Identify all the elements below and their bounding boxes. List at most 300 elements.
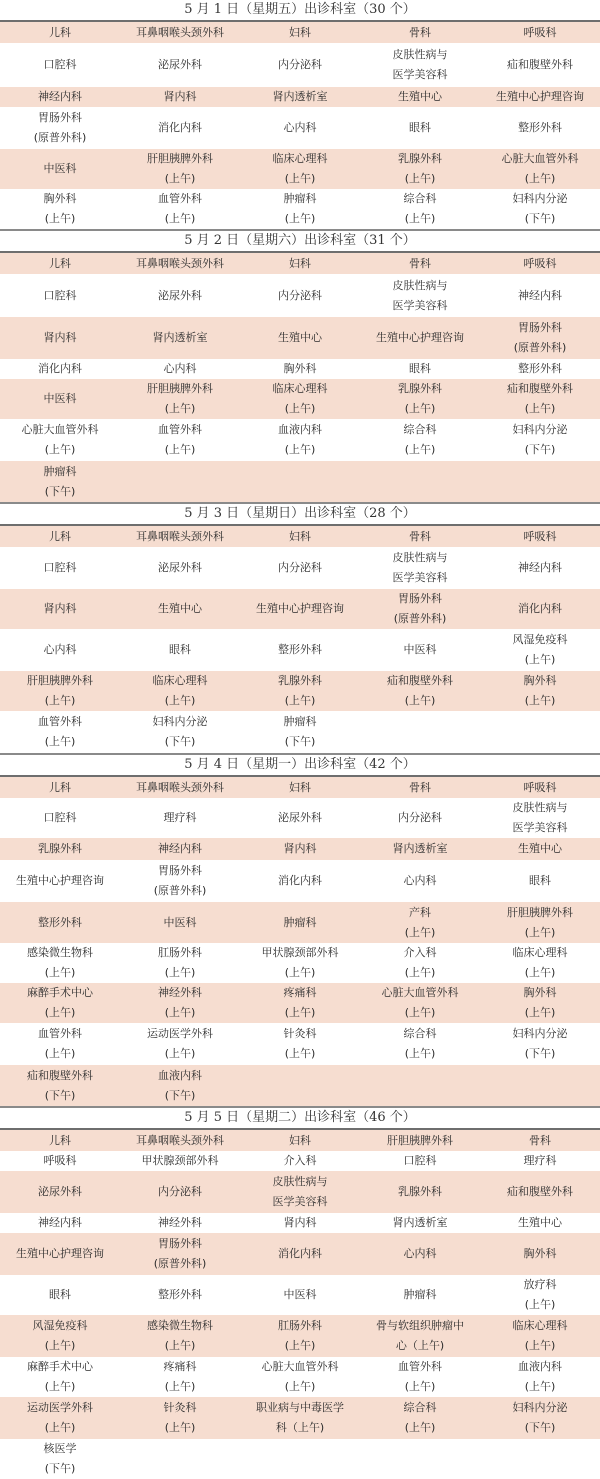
department-name: 泌尿外科 <box>158 288 202 302</box>
department-name: 放疗科 <box>523 1278 557 1291</box>
department-cell <box>240 1315 360 1357</box>
section-title: 5 月 2 日（星期六）出诊科室（31 个） <box>0 229 600 253</box>
department-cell <box>120 860 240 902</box>
department-name: 职业病与中毒医学 <box>256 1401 344 1414</box>
department-name: 中医科 <box>283 1288 317 1301</box>
department-name: 血管外科 <box>158 423 202 436</box>
department-name: 肾内透析室 <box>392 842 448 855</box>
department-name: 儿科 <box>49 780 71 794</box>
department-cell <box>480 1213 600 1233</box>
department-name: 疝和腹壁外科 <box>27 1068 93 1082</box>
department-cell <box>240 1171 360 1213</box>
department-cell <box>480 798 600 838</box>
department-cell <box>360 461 480 502</box>
department-note: (上午) <box>164 1339 196 1352</box>
department-note: (上午) <box>524 925 556 939</box>
department-cell <box>240 711 360 753</box>
department-name: 临床心理科 <box>152 674 208 687</box>
department-note: (上午) <box>284 1380 316 1393</box>
department-name: 肾内科 <box>163 90 197 103</box>
table-row <box>0 22 600 43</box>
department-cell <box>0 43 120 87</box>
department-name: 心内科 <box>163 362 197 375</box>
section-title: 5 月 5 日（星期二）出诊科室（46 个） <box>0 1106 600 1130</box>
department-name: 胸外科 <box>283 362 317 375</box>
department-name: 内分泌科 <box>158 1185 202 1198</box>
department-cell <box>120 87 240 107</box>
department-name: 乳腺外科 <box>38 842 82 855</box>
department-cell <box>0 777 120 798</box>
department-cell <box>120 1357 240 1397</box>
department-cell <box>480 1439 600 1479</box>
department-cell <box>480 1397 600 1439</box>
department-name: 皮肤性病与 <box>392 48 448 61</box>
department-note: (原普外科) <box>393 612 447 625</box>
department-name: 消化内科 <box>278 874 322 887</box>
department-cell <box>360 274 480 317</box>
department-name: 儿科 <box>49 529 71 543</box>
department-name: 血液内科 <box>158 1068 202 1082</box>
section-title: 5 月 1 日（星期五）出诊科室（30 个） <box>0 0 600 22</box>
department-cell <box>360 1439 480 1479</box>
department-note: 心（上午) <box>395 1339 445 1352</box>
department-cell <box>240 317 360 359</box>
department-cell <box>360 107 480 149</box>
department-cell <box>0 1171 120 1213</box>
department-name: 血液内科 <box>518 1360 562 1373</box>
department-cell <box>480 1233 600 1275</box>
department-name: 胸外科 <box>523 986 557 999</box>
department-cell <box>120 189 240 229</box>
department-note: (上午) <box>404 694 436 707</box>
department-cell <box>120 1439 240 1479</box>
department-name: 消化内科 <box>38 362 82 375</box>
department-name: 胃肠外科 <box>518 321 562 334</box>
department-cell <box>120 1233 240 1275</box>
department-cell <box>360 419 480 461</box>
department-name: 呼吸科 <box>523 529 557 543</box>
department-note: (下午) <box>524 1047 556 1060</box>
department-name: 皮肤性病与 <box>272 1175 328 1188</box>
table-row <box>0 43 600 87</box>
department-cell <box>480 1151 600 1171</box>
department-cell <box>120 107 240 149</box>
department-cell <box>360 1023 480 1065</box>
department-name: 生殖中心护理咨询 <box>256 602 344 615</box>
department-name: 耳鼻咽喉头颈外科 <box>136 256 224 270</box>
table-row <box>0 629 600 671</box>
department-cell <box>120 22 240 43</box>
department-cell <box>480 317 600 359</box>
department-cell <box>120 943 240 983</box>
department-cell <box>0 798 120 838</box>
department-name: 妇科 <box>289 25 311 39</box>
department-cell <box>120 526 240 547</box>
department-name: 儿科 <box>49 256 71 270</box>
department-cell <box>360 983 480 1023</box>
department-name: 口腔科 <box>43 288 77 302</box>
department-cell <box>480 461 600 502</box>
department-name: 理疗科 <box>163 811 197 824</box>
department-cell <box>0 1233 120 1275</box>
department-note: (上午) <box>404 443 436 456</box>
department-name: 胃肠外科 <box>158 1237 202 1250</box>
table-row <box>0 711 600 753</box>
department-name: 运动医学外科 <box>27 1401 93 1414</box>
department-cell <box>360 1397 480 1439</box>
department-note: (上午) <box>404 1421 436 1434</box>
department-cell <box>240 671 360 711</box>
department-name: 胸外科 <box>43 192 77 205</box>
department-name: 甲状腺颈部外科 <box>141 1154 219 1167</box>
department-cell <box>240 87 360 107</box>
department-cell <box>360 547 480 589</box>
department-name: 风湿免疫科 <box>32 1319 88 1332</box>
table-row <box>0 1171 600 1213</box>
department-cell <box>120 1151 240 1171</box>
department-cell <box>480 149 600 189</box>
department-note: (上午) <box>404 402 436 415</box>
department-cell <box>360 359 480 379</box>
table-row <box>0 1315 600 1357</box>
department-name: 泌尿外科 <box>158 561 202 574</box>
department-name: 整形外科 <box>518 362 562 375</box>
department-note: (上午) <box>164 1421 196 1434</box>
department-note: (上午) <box>164 212 196 225</box>
department-cell <box>360 711 480 753</box>
department-note: (上午) <box>44 1006 76 1019</box>
department-cell <box>240 149 360 189</box>
department-cell <box>240 1357 360 1397</box>
department-cell <box>480 87 600 107</box>
department-cell <box>360 189 480 229</box>
department-note: (上午) <box>44 1380 76 1393</box>
department-note: 医学美容科 <box>392 571 448 584</box>
table-row <box>0 798 600 838</box>
department-cell <box>0 1275 120 1315</box>
department-cell <box>240 43 360 87</box>
department-note: 医学美容科 <box>392 298 448 312</box>
department-cell <box>480 107 600 149</box>
department-note: (上午) <box>404 966 436 979</box>
table-row <box>0 379 600 419</box>
department-name: 神经外科 <box>158 1216 202 1229</box>
department-name: 肝胆胰脾外科 <box>27 674 93 687</box>
department-cell <box>120 419 240 461</box>
department-note: (上午) <box>44 1047 76 1060</box>
department-cell <box>360 902 480 943</box>
department-cell <box>0 461 120 502</box>
department-cell <box>0 1315 120 1357</box>
department-name: 整形外科 <box>38 915 82 929</box>
department-cell <box>240 860 360 902</box>
table-row <box>0 526 600 547</box>
department-name: 肛肠外科 <box>158 946 202 959</box>
schedule-section <box>0 753 600 1106</box>
department-name: 疝和腹壁外科 <box>507 1185 573 1198</box>
department-note: (上午) <box>164 402 196 415</box>
department-name: 生殖中心护理咨询 <box>16 1247 104 1260</box>
department-name: 肝胆胰脾外科 <box>147 382 213 395</box>
department-note: (上午) <box>164 1047 196 1060</box>
department-cell <box>120 379 240 419</box>
department-name: 理疗科 <box>523 1154 557 1167</box>
table-row <box>0 983 600 1023</box>
department-name: 生殖中心护理咨询 <box>496 90 584 103</box>
department-cell <box>240 1213 360 1233</box>
department-name: 儿科 <box>49 1133 71 1147</box>
department-name: 临床心理科 <box>272 152 328 165</box>
department-note: (上午) <box>164 966 196 979</box>
department-note: (上午) <box>284 443 316 456</box>
department-name: 肿瘤科 <box>403 1288 437 1301</box>
department-cell <box>0 274 120 317</box>
department-cell <box>120 629 240 671</box>
department-note: (下午) <box>164 735 196 748</box>
department-name: 整形外科 <box>278 643 322 656</box>
department-note: (下午) <box>524 212 556 225</box>
department-cell <box>120 1130 240 1151</box>
department-name: 耳鼻咽喉头颈外科 <box>136 25 224 39</box>
department-cell <box>120 983 240 1023</box>
department-name: 妇科 <box>289 780 311 794</box>
department-cell <box>0 943 120 983</box>
department-name: 临床心理科 <box>512 946 568 959</box>
department-cell <box>0 671 120 711</box>
department-name: 麻醉手术中心 <box>27 986 93 999</box>
department-name: 神经外科 <box>158 986 202 999</box>
department-name: 肝胆胰脾外科 <box>387 1133 453 1147</box>
table-row <box>0 1275 600 1315</box>
department-name: 临床心理科 <box>512 1319 568 1332</box>
department-cell <box>240 838 360 860</box>
department-cell <box>0 526 120 547</box>
department-name: 临床心理科 <box>272 382 328 395</box>
department-note: (上午) <box>524 966 556 979</box>
department-name: 心内科 <box>403 1247 437 1260</box>
department-note: (上午) <box>524 1006 556 1019</box>
department-cell <box>120 1397 240 1439</box>
department-cell <box>360 87 480 107</box>
department-cell <box>0 189 120 229</box>
department-cell <box>360 1151 480 1171</box>
department-name: 口腔科 <box>43 811 77 824</box>
department-note: 医学美容科 <box>392 68 448 81</box>
department-name: 心脏大血管外科 <box>21 423 99 436</box>
department-cell <box>240 777 360 798</box>
department-cell <box>0 902 120 943</box>
department-note: (上午) <box>284 212 316 225</box>
table-row <box>0 943 600 983</box>
department-cell <box>480 860 600 902</box>
department-name: 心脏大血管外科 <box>501 152 579 165</box>
department-name: 肿瘤科 <box>283 192 317 205</box>
department-cell <box>360 589 480 629</box>
department-cell <box>0 1151 120 1171</box>
department-name: 核医学 <box>43 1442 77 1455</box>
table-row <box>0 359 600 379</box>
department-note: (下午) <box>524 443 556 456</box>
department-cell <box>0 1023 120 1065</box>
department-name: 整形外科 <box>158 1288 202 1301</box>
department-name: 眼科 <box>169 643 191 656</box>
department-note: (下午) <box>284 735 316 748</box>
table-row <box>0 1233 600 1275</box>
department-name: 神经内科 <box>38 90 82 103</box>
table-row <box>0 253 600 274</box>
department-note: 医学美容科 <box>272 1195 328 1208</box>
schedule-section <box>0 1106 600 1479</box>
department-cell <box>120 1171 240 1213</box>
department-cell <box>0 87 120 107</box>
department-cell <box>480 43 600 87</box>
department-cell <box>480 526 600 547</box>
department-name: 中医科 <box>163 915 197 929</box>
department-note: (上午) <box>404 1380 436 1393</box>
department-name: 妇科内分泌 <box>512 423 568 436</box>
department-name: 妇科内分泌 <box>512 192 568 205</box>
department-name: 肿瘤科 <box>43 464 77 478</box>
department-name: 耳鼻咽喉头颈外科 <box>136 1133 224 1147</box>
department-cell <box>240 589 360 629</box>
department-cell <box>480 902 600 943</box>
department-name: 骨科 <box>409 256 431 270</box>
department-note: (上午) <box>524 1380 556 1393</box>
department-note: (原普外科) <box>513 341 567 354</box>
department-name: 骨科 <box>409 25 431 39</box>
department-cell <box>240 419 360 461</box>
department-cell <box>480 671 600 711</box>
department-note: (上午) <box>284 402 316 415</box>
department-note: (上午) <box>404 925 436 939</box>
department-note: (上午) <box>524 1298 556 1311</box>
department-cell <box>240 798 360 838</box>
department-name: 心脏大血管外科 <box>381 986 459 999</box>
department-name: 综合科 <box>403 423 437 436</box>
department-cell <box>240 1023 360 1065</box>
department-name: 泌尿外科 <box>278 811 322 824</box>
department-name: 呼吸科 <box>523 25 557 39</box>
table-row <box>0 419 600 461</box>
department-name: 骨科 <box>409 780 431 794</box>
department-name: 乳腺外科 <box>398 1185 442 1198</box>
department-note: (上午) <box>164 1380 196 1393</box>
department-name: 内分泌科 <box>278 288 322 302</box>
department-name: 心脏大血管外科 <box>261 1360 339 1373</box>
department-cell <box>240 983 360 1023</box>
department-cell <box>240 1065 360 1106</box>
department-cell <box>240 22 360 43</box>
department-name: 神经内科 <box>38 1216 82 1229</box>
department-name: 乳腺外科 <box>398 152 442 165</box>
department-cell <box>360 253 480 274</box>
department-cell <box>240 902 360 943</box>
department-name: 妇科内分泌 <box>152 715 208 728</box>
department-name: 肿瘤科 <box>283 915 317 929</box>
department-cell <box>360 1233 480 1275</box>
department-note: (上午) <box>44 1421 76 1434</box>
department-cell <box>360 1315 480 1357</box>
department-cell <box>120 838 240 860</box>
department-name: 疝和腹壁外科 <box>507 382 573 395</box>
department-note: (原普外科) <box>33 131 87 144</box>
table-row <box>0 1439 600 1479</box>
department-cell <box>0 1357 120 1397</box>
department-name: 神经内科 <box>518 288 562 302</box>
department-name: 血管外科 <box>158 192 202 205</box>
table-row <box>0 860 600 902</box>
table-row <box>0 589 600 629</box>
department-name: 血管外科 <box>38 1027 82 1040</box>
department-cell <box>240 526 360 547</box>
department-cell <box>0 1065 120 1106</box>
department-name: 妇科 <box>289 1133 311 1147</box>
department-cell <box>240 1439 360 1479</box>
department-cell <box>360 629 480 671</box>
department-cell <box>0 589 120 629</box>
department-cell <box>240 943 360 983</box>
section-title: 5 月 3 日（星期日）出诊科室（28 个） <box>0 502 600 526</box>
department-cell <box>240 107 360 149</box>
department-name: 生殖中心 <box>278 331 322 344</box>
department-name: 中医科 <box>403 643 437 656</box>
department-name: 介入科 <box>283 1154 317 1167</box>
department-note: (原普外科) <box>153 1257 207 1270</box>
department-cell <box>240 1151 360 1171</box>
department-name: 肾内透析室 <box>152 331 208 344</box>
department-cell <box>240 379 360 419</box>
department-name: 妇科 <box>289 256 311 270</box>
department-cell <box>0 1439 120 1479</box>
department-cell <box>0 983 120 1023</box>
department-cell <box>480 379 600 419</box>
department-cell <box>120 1023 240 1065</box>
department-name: 肾内科 <box>43 602 77 615</box>
department-name: 皮肤性病与 <box>392 278 448 292</box>
department-cell <box>120 671 240 711</box>
department-name: 中医科 <box>43 392 77 405</box>
department-name: 呼吸科 <box>43 1154 77 1167</box>
table-row <box>0 1023 600 1065</box>
department-cell <box>480 983 600 1023</box>
department-name: 骨与软组织肿瘤中 <box>376 1319 464 1332</box>
department-cell <box>120 274 240 317</box>
department-cell <box>0 1397 120 1439</box>
department-cell <box>480 1315 600 1357</box>
department-name: 肿瘤科 <box>283 715 317 728</box>
department-cell <box>0 419 120 461</box>
department-name: 疼痛科 <box>283 986 317 999</box>
department-note: (上午) <box>44 966 76 979</box>
department-name: 妇科内分泌 <box>512 1401 568 1414</box>
department-name: 皮肤性病与 <box>512 801 568 814</box>
department-cell <box>120 902 240 943</box>
table-row <box>0 902 600 943</box>
department-name: 感染微生物科 <box>147 1319 213 1332</box>
department-cell <box>0 1130 120 1151</box>
section-title: 5 月 4 日（星期一）出诊科室（42 个） <box>0 753 600 777</box>
department-name: 整形外科 <box>518 121 562 134</box>
department-cell <box>360 317 480 359</box>
table-row <box>0 777 600 798</box>
department-cell <box>480 589 600 629</box>
department-name: 口腔科 <box>43 561 77 574</box>
department-cell <box>0 107 120 149</box>
department-cell <box>120 1275 240 1315</box>
department-note: (上午) <box>44 735 76 748</box>
department-name: 乳腺外科 <box>398 382 442 395</box>
department-name: 生殖中心 <box>518 842 562 855</box>
